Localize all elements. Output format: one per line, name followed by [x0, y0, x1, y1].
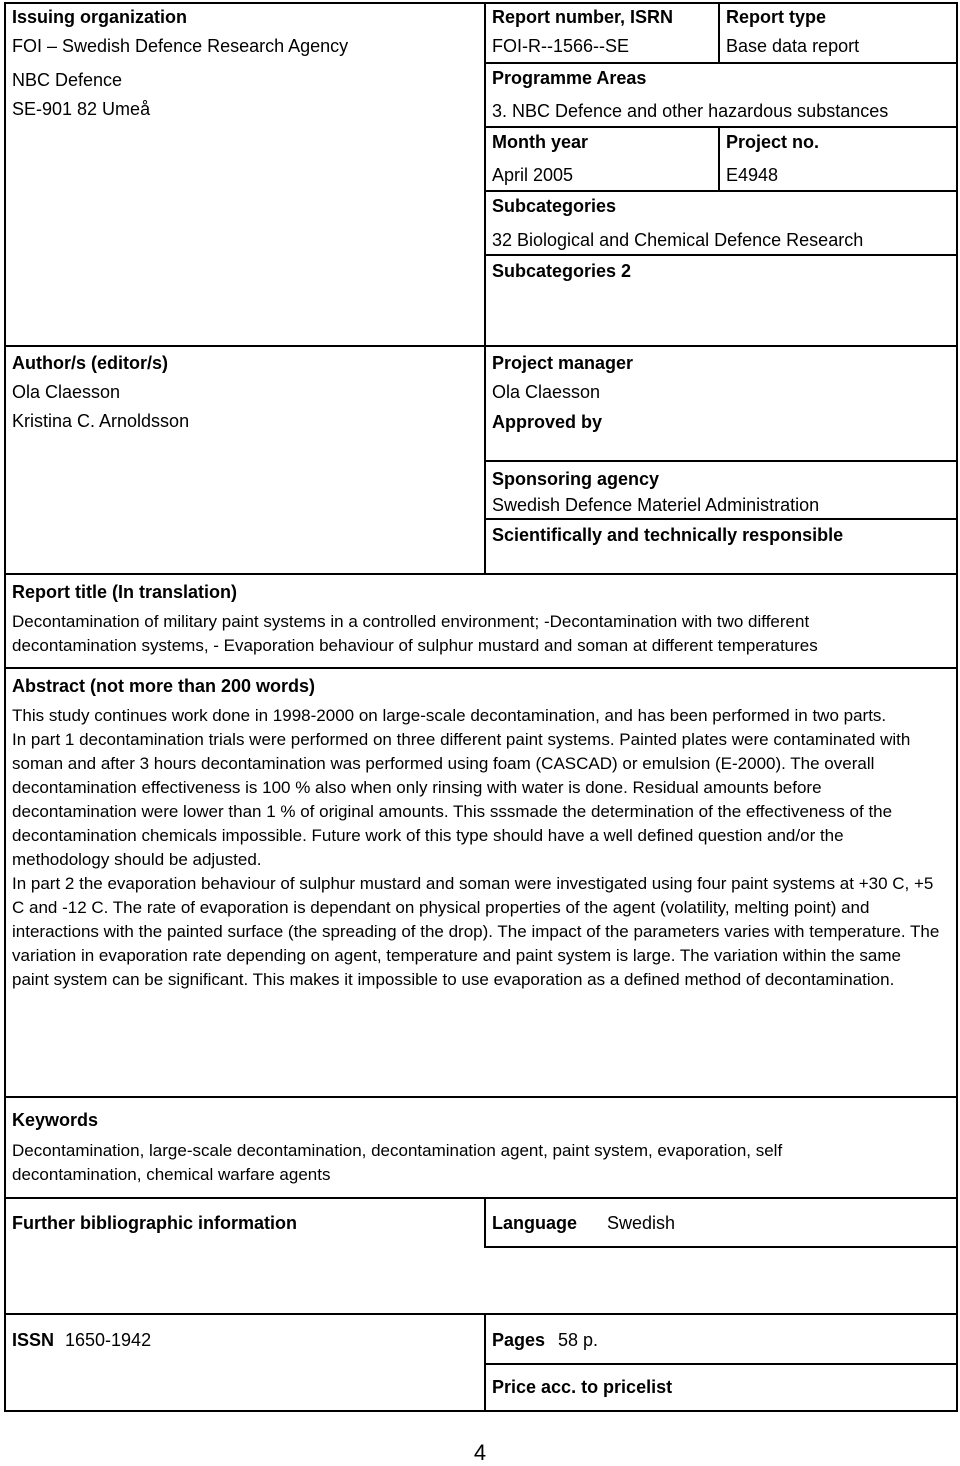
- line-after-pages: [484, 1363, 958, 1365]
- subcategories-value: 32 Biological and Chemical Defence Research: [492, 230, 864, 250]
- abstract-paragraph-1: This study continues work done in 1998-2000 on large-scale decontamination, and has been performed in two parts.: [12, 706, 887, 725]
- project-manager-value: Ola Claesson: [492, 382, 601, 402]
- line-after-approved: [484, 460, 958, 462]
- issuing-line-2: NBC Defence: [12, 70, 123, 90]
- line-before-issn: [4, 1313, 958, 1315]
- project-no-value: E4948: [726, 165, 779, 185]
- language-label: Language: [492, 1213, 578, 1233]
- project-no-label: Project no.: [726, 132, 820, 152]
- sponsoring-value: Swedish Defence Materiel Administration: [492, 495, 820, 515]
- line-after-language: [484, 1246, 958, 1248]
- report-number-value: FOI-R--1566--SE: [492, 36, 630, 56]
- abstract-text: [12, 704, 942, 992]
- price-label: Price acc. to pricelist: [492, 1377, 673, 1397]
- divider-vertical-top: [484, 2, 486, 575]
- programme-value: 3. NBC Defence and other hazardous substances: [492, 101, 889, 121]
- line-after-abstract: [4, 1096, 958, 1098]
- programme-label: Programme Areas: [492, 68, 647, 88]
- keywords-text: Decontamination, large-scale decontamination, decontamination agent, paint system, evaporation, self decontamination, chemical warfare agents: [12, 1141, 783, 1184]
- line-after-report-number: [484, 62, 958, 64]
- abstract-label: Abstract (not more than 200 words): [12, 676, 316, 696]
- month-year-label: Month year: [492, 132, 589, 152]
- further-info-label: Further bibliographic information: [12, 1213, 297, 1233]
- issuing-line-3: SE-901 82 Umeå: [12, 99, 151, 119]
- pages-value: 58 p.: [558, 1330, 599, 1350]
- abstract-paragraph-3: In part 2 the evaporation behaviour of sulphur mustard and soman were investigated using four paint systems at +30 C, +5 C and -12 C. The rate of evaporation is dependant on physical properties of the agent (volatility, melting point) and interactions with the painted surface (the spreading of the drop). The impact of the parameters varies with temperature. The variation in evaporation rate depending on agent, temperature and paint system is large. The variation within the same paint system can be significant. This makes it impossible to use evaporation as a defined method of decontamination.: [12, 874, 940, 989]
- line-after-keywords: [4, 1197, 958, 1199]
- project-manager-label: Project manager: [492, 353, 634, 373]
- pages-label: Pages: [492, 1330, 546, 1350]
- author-1: Ola Claesson: [12, 382, 121, 402]
- author-2: Kristina C. Arnoldsson: [12, 411, 190, 431]
- abstract-paragraph-2: In part 1 decontamination trials were performed on three different paint systems. Painted plates were contaminated with soman and after 3 hours decontamination was performed using foam (CASCAD) or emulsion (E-2000). The overall decontamination effectiveness is 100 % also when only rinsing with water is done. Residual amounts before decontamination were lower than 1 % of original amounts. This sssmade the determination of the effectiveness of the decontamination chemicals impossible. Future work of this type should have a well defined question and/or the methodology should be adjusted.: [12, 730, 911, 869]
- line-after-title: [4, 667, 958, 669]
- keywords-label: Keywords: [12, 1110, 99, 1130]
- issuing-line-1: FOI – Swedish Defence Research Agency: [12, 36, 349, 56]
- line-after-sponsoring: [484, 518, 958, 520]
- divider-vertical-bottom: [484, 1197, 486, 1248]
- authors-label: Author/s (editor/s): [12, 353, 168, 373]
- issn-label: ISSN: [12, 1330, 55, 1350]
- divider-project-no: [718, 126, 720, 190]
- line-after-month-year: [484, 190, 958, 192]
- page-number: 4: [473, 1440, 487, 1465]
- report-number-label: Report number, ISRN: [492, 7, 674, 27]
- line-after-programme: [484, 126, 958, 128]
- issuing-label: Issuing organization: [12, 7, 188, 27]
- responsible-label: Scientifically and technically responsible: [492, 525, 844, 545]
- language-value: Swedish: [607, 1213, 676, 1233]
- line-after-subcategories: [484, 254, 958, 256]
- subcategories2-label: Subcategories 2: [492, 261, 632, 281]
- report-title-label: Report title (In translation): [12, 582, 237, 602]
- month-year-value: April 2005: [492, 165, 574, 185]
- line-after-subcategories2: [4, 345, 958, 347]
- issn-value: 1650-1942: [65, 1330, 152, 1350]
- report-type-value: Base data report: [726, 36, 860, 56]
- line-after-responsible: [4, 573, 958, 575]
- subcategories-label: Subcategories: [492, 196, 617, 216]
- divider-report-type: [718, 2, 720, 64]
- report-title-text: Decontamination of military paint systems in a controlled environment; -Decontamination with two different decontamination systems, - Evaporation behaviour of sulphur mustard and soman at different temperatures: [12, 612, 818, 655]
- approved-by-label: Approved by: [492, 412, 603, 432]
- report-type-label: Report type: [726, 7, 827, 27]
- sponsoring-label: Sponsoring agency: [492, 469, 660, 489]
